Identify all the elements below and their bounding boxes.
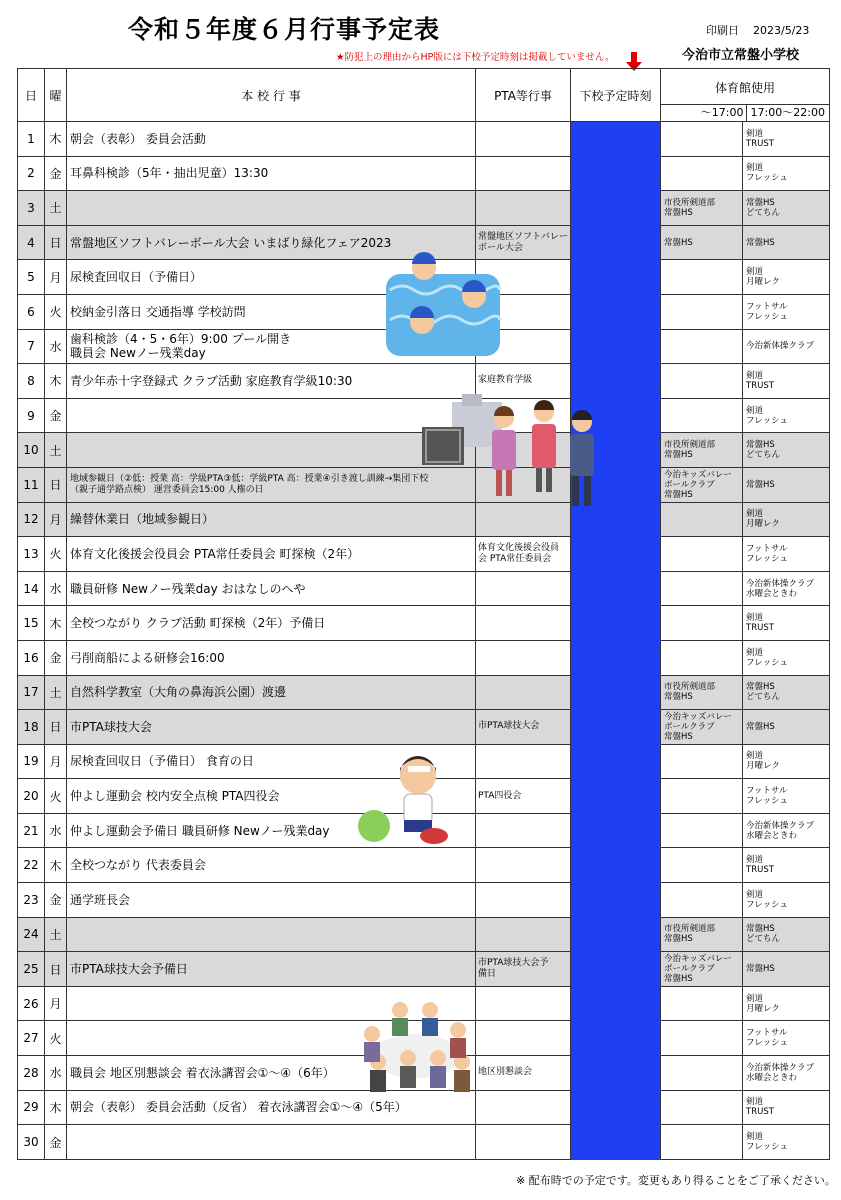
col-header-dismissal: 下校予定時刻: [571, 69, 661, 122]
dismissal-cell: [571, 329, 661, 364]
gym-late-cell: 今治新体操クラブ 水曜会ときわ: [743, 813, 830, 848]
dow-cell: 水: [45, 1056, 67, 1091]
dow-cell: 木: [45, 364, 67, 399]
pta-cell: [476, 156, 571, 191]
day-cell: 10: [18, 433, 45, 468]
dow-cell: 月: [45, 986, 67, 1021]
dow-cell: 木: [45, 606, 67, 641]
event-cell: 通学班長会: [67, 883, 476, 918]
notice-text: ★防犯上の理由からHP版には下校予定時刻は掲載していません。: [336, 52, 615, 63]
event-cell: 仲よし運動会予備日 職員研修 Newノー残業day: [67, 813, 476, 848]
day-cell: 9: [18, 398, 45, 433]
pta-cell: PTA四役会: [476, 779, 571, 814]
event-cell: 尿検査回収日（予備日）: [67, 260, 476, 295]
dow-cell: 水: [45, 813, 67, 848]
day-cell: 17: [18, 675, 45, 710]
table-row: [18, 122, 830, 157]
table-row: [18, 675, 830, 710]
dismissal-cell: [571, 986, 661, 1021]
table-row: [18, 191, 830, 226]
day-cell: 4: [18, 225, 45, 260]
gym-late-cell: 剣道 TRUST: [743, 848, 830, 883]
dismissal-cell: [571, 779, 661, 814]
day-cell: 27: [18, 1021, 45, 1056]
pta-cell: [476, 917, 571, 952]
col-header-dow: 曜: [45, 69, 67, 122]
day-cell: 22: [18, 848, 45, 883]
gym-early-cell: [661, 640, 743, 675]
event-cell: 全校つながり 代表委員会: [67, 848, 476, 883]
event-cell: 仲よし運動会 校内安全点検 PTA四役会: [67, 779, 476, 814]
event-cell: 弓削商船による研修会16:00: [67, 640, 476, 675]
dow-cell: 金: [45, 156, 67, 191]
event-cell: 全校つながり クラブ活動 町探検（2年）予備日: [67, 606, 476, 641]
gym-late-cell: 剣道 TRUST: [743, 364, 830, 399]
event-cell: 常盤地区ソフトバレーボール大会 いまばり緑化フェア2023: [67, 225, 476, 260]
gym-late-cell: 剣道 フレッシュ: [743, 640, 830, 675]
dow-cell: 土: [45, 917, 67, 952]
dow-cell: 火: [45, 294, 67, 329]
day-cell: 19: [18, 744, 45, 779]
pta-cell: [476, 1125, 571, 1160]
day-cell: 11: [18, 467, 45, 502]
event-cell: 職員研修 Newノー残業day おはなしのへや: [67, 571, 476, 606]
gym-late-cell: 常盤HS: [743, 467, 830, 502]
gym-early-cell: [661, 502, 743, 537]
pta-cell: [476, 675, 571, 710]
col-header-gym-late: 17:00～22:00: [750, 106, 825, 119]
dismissal-cell: [571, 1021, 661, 1056]
pta-cell: 家庭教育学級: [476, 364, 571, 399]
gym-early-cell: 今治キッズバレー ボールクラブ 常盤HS: [661, 467, 743, 502]
gym-late-cell: 剣道 月曜レク: [743, 744, 830, 779]
dow-cell: 水: [45, 571, 67, 606]
table-row: [18, 156, 830, 191]
event-cell: [67, 433, 476, 468]
gym-early-cell: 市役所剣道部 常盤HS: [661, 191, 743, 226]
walking-parents-illustration: [422, 392, 612, 512]
dismissal-cell: [571, 122, 661, 157]
gym-early-cell: [661, 364, 743, 399]
dismissal-cell: [571, 848, 661, 883]
day-cell: 3: [18, 191, 45, 226]
gym-late-cell: フットサル フレッシュ: [743, 294, 830, 329]
event-cell: 耳鼻科検診（5年・抽出児童）13:30: [67, 156, 476, 191]
event-cell: 青少年赤十字登録式 クラブ活動 家庭教育学級10:30: [67, 364, 476, 399]
event-cell: 体育文化後援会役員会 PTA常任委員会 町探検（2年）: [67, 537, 476, 572]
dow-cell: 木: [45, 848, 67, 883]
dow-cell: 金: [45, 640, 67, 675]
gym-early-cell: [661, 571, 743, 606]
gym-late-cell: フットサル フレッシュ: [743, 779, 830, 814]
event-cell: 自然科学教室（大角の鼻海浜公園）渡邊: [67, 675, 476, 710]
pta-cell: [476, 986, 571, 1021]
table-row: [18, 640, 830, 675]
gym-early-cell: [661, 744, 743, 779]
table-row: [18, 537, 830, 572]
dismissal-cell: [571, 675, 661, 710]
day-cell: 28: [18, 1056, 45, 1091]
gym-early-cell: [661, 537, 743, 572]
gym-late-cell: 剣道 TRUST: [743, 606, 830, 641]
dow-cell: 日: [45, 225, 67, 260]
day-cell: 15: [18, 606, 45, 641]
dow-cell: 火: [45, 779, 67, 814]
dismissal-cell: [571, 640, 661, 675]
dismissal-cell: [571, 225, 661, 260]
gym-early-cell: [661, 329, 743, 364]
event-cell: 歯科検診（4・5・6年）9:00 プール開き 職員会 Newノー残業day: [67, 329, 476, 364]
dismissal-cell: [571, 813, 661, 848]
gym-late-cell: 剣道 TRUST: [743, 1090, 830, 1125]
event-cell: [67, 398, 476, 433]
dismissal-cell: [571, 606, 661, 641]
dismissal-cell: [571, 1125, 661, 1160]
discussion-circle-illustration: [358, 1000, 474, 1096]
gym-early-cell: [661, 156, 743, 191]
gym-early-cell: 市役所剣道部 常盤HS: [661, 917, 743, 952]
col-header-day: 日: [18, 69, 45, 122]
gym-early-cell: [661, 294, 743, 329]
gym-late-cell: 剣道 月曜レク: [743, 260, 830, 295]
pta-cell: [476, 1090, 571, 1125]
gym-late-cell: 常盤HS どてちん: [743, 433, 830, 468]
day-cell: 6: [18, 294, 45, 329]
dow-cell: 日: [45, 710, 67, 745]
col-header-events: 本 校 行 事: [67, 69, 476, 122]
dow-cell: 金: [45, 398, 67, 433]
col-header-gym-early: ～17:00: [661, 105, 747, 121]
sports-day-girl-illustration: [356, 750, 460, 846]
gym-late-cell: 今治新体操クラブ: [743, 329, 830, 364]
event-cell: 市PTA球技大会: [67, 710, 476, 745]
event-cell: 職員会 地区別懇談会 着衣泳講習会①～④（6年）: [67, 1056, 476, 1091]
gym-late-cell: 剣道 フレッシュ: [743, 1125, 830, 1160]
dow-cell: 日: [45, 952, 67, 987]
gym-early-cell: [661, 1125, 743, 1160]
gym-late-cell: 常盤HS どてちん: [743, 917, 830, 952]
table-row: [18, 848, 830, 883]
gym-late-cell: 常盤HS: [743, 710, 830, 745]
event-cell: 校納金引落日 交通指導 学校訪問: [67, 294, 476, 329]
gym-early-cell: 今治キッズバレー ボールクラブ 常盤HS: [661, 952, 743, 987]
gym-late-cell: 今治新体操クラブ 水曜会ときわ: [743, 1056, 830, 1091]
gym-early-cell: 今治キッズバレー ボールクラブ 常盤HS: [661, 710, 743, 745]
dow-cell: 火: [45, 1021, 67, 1056]
col-header-gym: 体育館使用 ～17:00 17:00～22:00: [661, 69, 830, 122]
dismissal-cell: [571, 537, 661, 572]
day-cell: 29: [18, 1090, 45, 1125]
pta-cell: [476, 571, 571, 606]
event-cell: [67, 917, 476, 952]
gym-early-cell: [661, 1056, 743, 1091]
event-cell: 市PTA球技大会予備日: [67, 952, 476, 987]
day-cell: 1: [18, 122, 45, 157]
gym-early-cell: [661, 398, 743, 433]
table-row: [18, 571, 830, 606]
gym-late-cell: 剣道 TRUST: [743, 122, 830, 157]
day-cell: 26: [18, 986, 45, 1021]
dismissal-cell: [571, 883, 661, 918]
day-cell: 7: [18, 329, 45, 364]
school-name: 今治市立常盤小学校: [682, 48, 800, 63]
pta-cell: 体育文化後援会役員 会 PTA常任委員会: [476, 537, 571, 572]
gym-early-cell: [661, 1021, 743, 1056]
pta-cell: [476, 848, 571, 883]
table-row: [18, 952, 830, 987]
pta-cell: [476, 1021, 571, 1056]
gym-early-cell: 常盤HS: [661, 225, 743, 260]
dismissal-cell: [571, 1090, 661, 1125]
gym-late-cell: 剣道 月曜レク: [743, 986, 830, 1021]
gym-late-cell: 今治新体操クラブ 水曜会ときわ: [743, 571, 830, 606]
table-row: [18, 883, 830, 918]
gym-late-cell: 剣道 月曜レク: [743, 502, 830, 537]
event-cell: 朝会（表彰） 委員会活動（反省） 着衣泳講習会①～④（5年）: [67, 1090, 476, 1125]
day-cell: 13: [18, 537, 45, 572]
event-cell: 朝会（表彰） 委員会活動: [67, 122, 476, 157]
dow-cell: 土: [45, 675, 67, 710]
event-cell: [67, 191, 476, 226]
gym-late-cell: 常盤HS: [743, 225, 830, 260]
dow-cell: 月: [45, 260, 67, 295]
event-cell: 地域参観日（②低：授業 高：学級PTA③低：学級PTA 高：授業④引き渡し訓練→集団下校 （親子通学路点検） 運営委員会15:00 人権の日: [67, 467, 476, 502]
dismissal-cell: [571, 260, 661, 295]
pta-cell: [476, 813, 571, 848]
day-cell: 12: [18, 502, 45, 537]
dow-cell: 木: [45, 1090, 67, 1125]
day-cell: 16: [18, 640, 45, 675]
gym-late-cell: 剣道 フレッシュ: [743, 398, 830, 433]
col-header-pta: PTA等行事: [476, 69, 571, 122]
event-cell: 繰替休業日（地域参観日）: [67, 502, 476, 537]
pta-cell: 市PTA球技大会: [476, 710, 571, 745]
day-cell: 23: [18, 883, 45, 918]
dow-cell: 土: [45, 433, 67, 468]
day-cell: 24: [18, 917, 45, 952]
table-row: [18, 606, 830, 641]
pta-cell: [476, 744, 571, 779]
gym-early-cell: 市役所剣道部 常盤HS: [661, 675, 743, 710]
gym-early-cell: [661, 779, 743, 814]
dow-cell: 金: [45, 883, 67, 918]
pta-cell: [476, 122, 571, 157]
gym-late-cell: 常盤HS どてちん: [743, 191, 830, 226]
print-date: 印刷日 2023/5/23: [706, 24, 810, 37]
dismissal-cell: [571, 191, 661, 226]
pta-cell: 市PTA球技大会予 備日: [476, 952, 571, 987]
swimming-children-illustration: [382, 250, 504, 358]
dow-cell: 日: [45, 467, 67, 502]
day-cell: 18: [18, 710, 45, 745]
day-cell: 14: [18, 571, 45, 606]
gym-early-cell: [661, 122, 743, 157]
day-cell: 8: [18, 364, 45, 399]
pta-cell: [476, 883, 571, 918]
dismissal-cell: [571, 294, 661, 329]
gym-early-cell: 市役所剣道部 常盤HS: [661, 433, 743, 468]
gym-late-cell: フットサル フレッシュ: [743, 1021, 830, 1056]
dow-cell: 土: [45, 191, 67, 226]
table-row: [18, 1125, 830, 1160]
day-cell: 21: [18, 813, 45, 848]
dow-cell: 水: [45, 329, 67, 364]
dismissal-cell: [571, 917, 661, 952]
pta-cell: [476, 191, 571, 226]
gym-late-cell: 剣道 フレッシュ: [743, 156, 830, 191]
pta-cell: [476, 606, 571, 641]
pta-cell: [476, 640, 571, 675]
table-row: [18, 710, 830, 745]
table-row: [18, 917, 830, 952]
dismissal-cell: [571, 156, 661, 191]
dow-cell: 月: [45, 744, 67, 779]
gym-late-cell: フットサル フレッシュ: [743, 537, 830, 572]
dow-cell: 木: [45, 122, 67, 157]
gym-early-cell: [661, 606, 743, 641]
event-cell: [67, 1125, 476, 1160]
gym-late-cell: 剣道 フレッシュ: [743, 883, 830, 918]
gym-early-cell: [661, 848, 743, 883]
page-title: 令和５年度６月行事予定表: [128, 15, 441, 44]
gym-early-cell: [661, 813, 743, 848]
gym-early-cell: [661, 260, 743, 295]
gym-early-cell: [661, 883, 743, 918]
day-cell: 2: [18, 156, 45, 191]
day-cell: 5: [18, 260, 45, 295]
dow-cell: 金: [45, 1125, 67, 1160]
dismissal-cell: [571, 952, 661, 987]
dismissal-cell: [571, 710, 661, 745]
dismissal-cell: [571, 1056, 661, 1091]
schedule-table: [17, 68, 830, 1160]
day-cell: 20: [18, 779, 45, 814]
dismissal-cell: [571, 571, 661, 606]
gym-early-cell: [661, 986, 743, 1021]
gym-late-cell: 常盤HS: [743, 952, 830, 987]
day-cell: 30: [18, 1125, 45, 1160]
dow-cell: 月: [45, 502, 67, 537]
gym-late-cell: 常盤HS どてちん: [743, 675, 830, 710]
pta-cell: 地区別懇談会: [476, 1056, 571, 1091]
gym-early-cell: [661, 1090, 743, 1125]
day-cell: 25: [18, 952, 45, 987]
dismissal-cell: [571, 744, 661, 779]
footer-note: ※ 配布時での予定です。変更もあり得ることをご了承ください。: [516, 1174, 836, 1187]
pta-cell: 常盤地区ソフトバレー ボール大会: [476, 225, 571, 260]
dow-cell: 火: [45, 537, 67, 572]
event-cell: 尿検査回収日（予備日） 食育の日: [67, 744, 476, 779]
